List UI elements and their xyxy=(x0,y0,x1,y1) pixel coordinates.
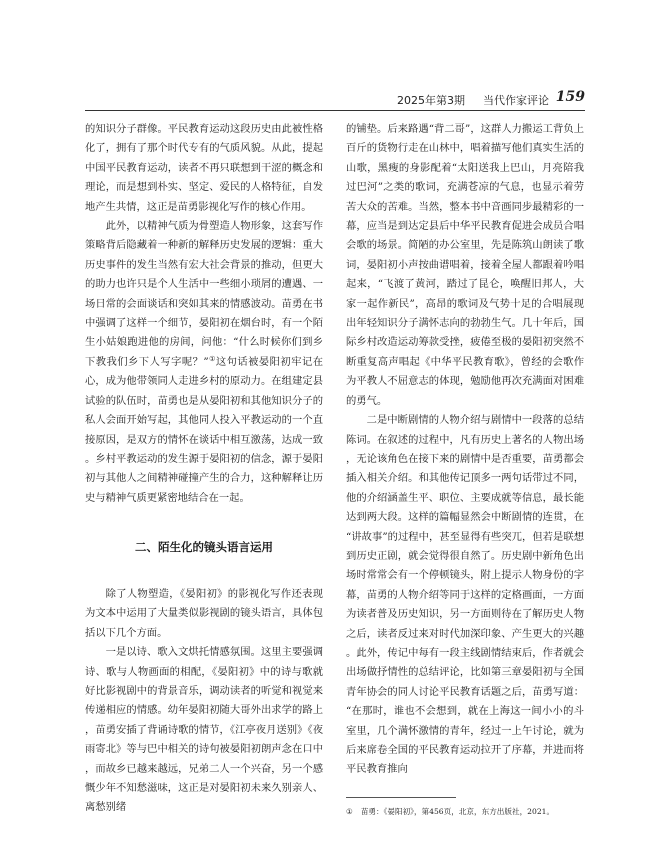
footnote-text: 苗勇：《晏阳初》，第456页，北京，东方出版社，2021。 xyxy=(360,807,555,816)
paragraph: 除了人物塑造，《晏阳初》的影视化写作还表现为文本中运用了大量类似影视剧的镜头语言，具体包括以下几个方面。 xyxy=(85,587,323,639)
page-header xyxy=(85,90,585,110)
footnote xyxy=(346,806,586,817)
section-heading: 二、陌生化的镜头语言运用 xyxy=(135,539,273,554)
header-rule xyxy=(85,110,585,111)
footnote-reference[interactable]: ① xyxy=(208,354,216,363)
paragraph xyxy=(85,217,323,508)
left-column xyxy=(85,120,323,818)
footnote-marker: ① xyxy=(346,807,353,816)
issue-label: 2025年第3期 xyxy=(397,94,465,107)
journal-title: 当代作家评论 xyxy=(483,94,549,107)
paragraph-text: 这句话被晏阳初牢记在心，成为他带领同人走进乡村的原动力。在组建定县试验的队伍时，苗勇也是从晏阳初和其他知识分子的私人会面开始写起，其他同人投入平教运动的一个直接原因，是双方的情怀在谈话中相互激荡，达成一致。乡村平教运动的发生源于晏阳初的信念，源于晏阳初与其他人之间精神碰撞产生的合力，这种解释让历史与精神气质更紧密地结合在一起。 xyxy=(85,355,324,504)
footnote-rule xyxy=(346,797,456,798)
right-column xyxy=(346,120,584,780)
paragraph: 二是中断剧情的人物介绍与剧情中一段落的总结陈词。在叙述的过程中，凡有历史上著名的人物出场，无论该角色在接下来的剧情中是否重要，苗勇都会插入相关介绍。和其他传记顶多一两句话带过不同，他的介绍涵盖生平、职位、主要成就等信息，最长能达到两大段。这样的篇幅显然会中断剧情的连贯，在“讲故事”的过程中，甚至显得有些突兀，但若是联想到历史正剧，就会觉得很自然了。历史剧中新角色出场时常常会有一个停顿镜头，附上提示人物身份的字幕，苗勇的人物介绍等同于这样的定格画面，一方面为读者普及历史知识，另一方面则待在了解历史人物之后，读者反过来对时代加深印象、产生更大的兴趣。此外，传记中每有一段主线剧情结束后，作者就会出场做抒情性的总结评论，比如第三章晏阳初与全国青年协会的同人讨论平民教育话题之后，苗勇写道：“在那时，谁也不会想到，就在上海这一间小小的斗室里，几个满怀激情的青年，经过一上午讨论，就为后来席卷全国的平民教育运动拉开了序幕，并进而将平民教育推向 xyxy=(346,414,584,776)
paragraph: 的知识分子群像。平民教育运动这段历史由此被性格化了，拥有了那个时代专有的气质风貌。从此，提起中国平民教育运动，读者不再只联想到干涩的概念和理论，而是想到朴实、坚定、爱民的人格特征，自发地产生共情，这正是苗勇影视化写作的核心作用。 xyxy=(85,123,323,213)
paragraph: 一是以诗、歌入文烘托情感氛围。这里主要强调诗、歌与人物画面的相配，《晏阳初》中的诗与歌就好比影视剧中的背景音乐，调动读者的听觉和视觉来传递相应的情感。幼年晏阳初随大哥外出求学的路上，苗勇安插了背诵诗歌的情节，《江亭夜月送别》《夜雨寄北》等与巴中相关的诗句被晏阳初朗声念在口中，而故乡已越来越远，兄弟二人一个兴奋，另一个感慨少年不知愁滋味，这正是对晏阳初未来久别亲人、离愁别绪 xyxy=(85,646,323,814)
paragraph-text: 此外，以精神气质为骨塑造人物形象，这套写作策略背后隐藏着一种新的解释历史发展的逻辑：重大历史事件的发生当然有宏大社会背景的推动，但更大的助力也许只是个人生活中一些细小琐屑的遭遇、一场日常的会面谈话和突如其来的情感波动。苗勇在书中强调了这样一个细节，晏阳初在烟台时，有一个陌生小姑娘跑进他的房间，问他：“什么时候你们到乡下教我们乡下人写字呢？” xyxy=(85,220,323,368)
paragraph: 的铺垫。后来路遇“背二哥”，这群人力搬运工背负上百斤的货物行走在山林中，唱着描写他们真实生活的山歌，黑瘦的身影配着“太阳送我上巴山，月亮陪我过巴河”之类的歌词，充满苍凉的气息，也显示着劳苦大众的苦难。当然，整本书中音画同步最精彩的一幕，应当是到达定县后中华平民教育促进会成员合唱会歌的场景。简陋的办公室里，先是陈筑山朗读了歌词，晏阳初小声按曲谱唱着，接着全屋人都跟着吟唱起来，“飞渡了黄河，踏过了昆仑，唤醒旧邦人，大家一起作新民”，高昂的歌词及气势十足的合唱展现出年轻知识分子满怀志向的勃勃生气。几十年后，国际乡村改造运动筹款受挫，疲倦至极的晏阳初突然不断重复高声唱起《中华平民教育歌》，曾经的会歌作为平教人不屈意志的体现，勉励他再次充满面对困难的勇气。 xyxy=(346,123,584,407)
page-number: 159 xyxy=(555,89,585,105)
